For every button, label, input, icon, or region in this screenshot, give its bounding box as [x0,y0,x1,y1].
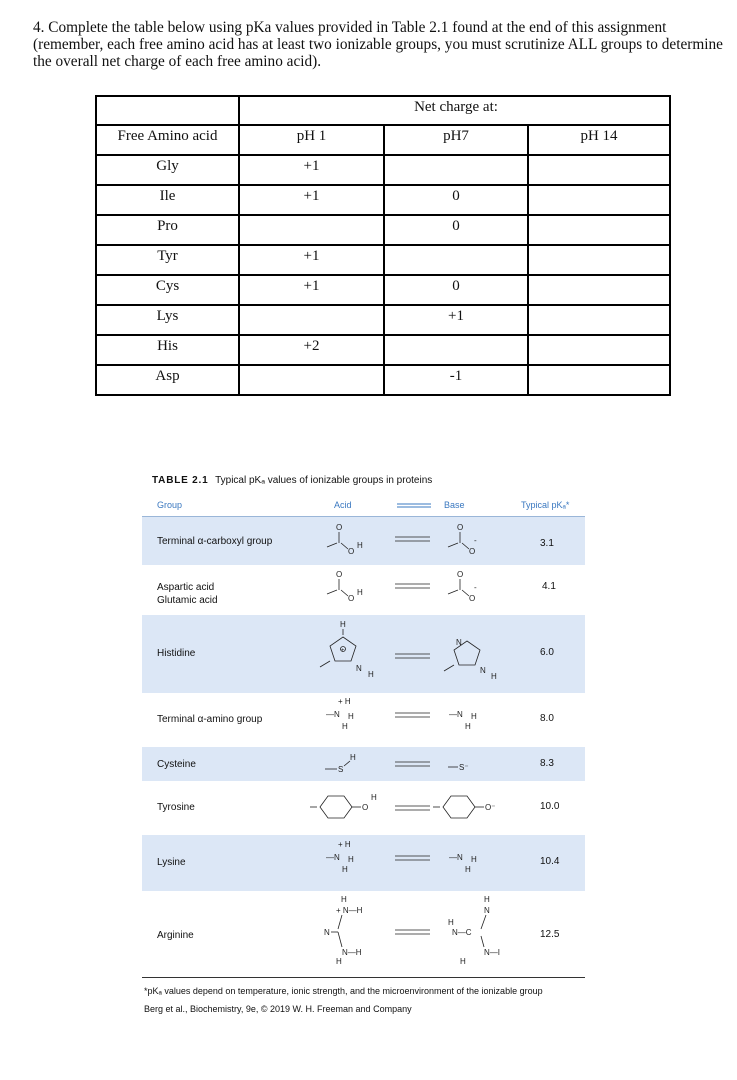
svg-text:H: H [350,753,356,762]
svg-text:O⁻: O⁻ [485,803,496,812]
amino-acid-cell: Lys [96,305,239,335]
pka-value: 6.0 [540,647,554,658]
group-name: Histidine [157,648,196,659]
side-chain-carboxyl-icon [142,565,585,615]
reference-row [142,747,585,781]
svg-text:-: - [474,583,477,592]
svg-text:+: + [341,648,345,654]
pka-value: 8.0 [540,713,554,724]
phenol-structure-icon [142,781,585,835]
reference-row [142,693,585,747]
svg-text:—N: —N [326,853,340,862]
table-row [96,275,670,305]
equilibrium-arrow-icon [395,501,433,511]
svg-text:N: N [324,928,330,937]
svg-text:H: H [465,722,471,731]
charge-cell-ph7[interactable]: 0 [384,185,528,215]
svg-text:+ H: + H [338,697,351,706]
amino-group-icon [142,693,585,747]
svg-text:N—H: N—H [342,948,362,957]
svg-text:H: H [336,957,342,966]
svg-text:O: O [469,547,476,556]
svg-text:O: O [336,523,343,532]
table-row [96,185,670,215]
charge-cell-ph14[interactable] [528,365,670,395]
svg-text:S⁻: S⁻ [459,763,469,772]
svg-text:N—I: N—I [484,948,500,957]
charge-cell-ph7[interactable]: +1 [384,305,528,335]
charge-cell-ph1[interactable]: +1 [239,155,384,185]
reference-row [142,565,585,615]
svg-text:N: N [484,906,490,915]
charge-cell-ph7[interactable]: 0 [384,275,528,305]
divider [142,977,585,978]
svg-text:H: H [471,855,477,864]
carboxyl-structure-icon [142,517,585,565]
group-name: Tyrosine [157,802,195,813]
svg-text:-: - [474,536,477,545]
svg-text:H: H [342,722,348,731]
charge-cell-ph14[interactable] [528,215,670,245]
svg-text:—N: —N [326,710,340,719]
thiol-structure-icon [142,747,585,781]
table-title [142,468,585,494]
amino-acid-cell: Gly [96,155,239,185]
question-text: 4. Complete the table below using pKa values provided in Table 2.1 found at the end of this assignment (remember, each free amino acid has at least two ionizable groups, you must scrutinize ALL groups to determine the overall net charge of each free amino acid). [33,19,723,70]
group-name-line2: Glutamic acid [157,595,218,606]
charge-cell-ph14[interactable] [528,305,670,335]
table-row [96,335,670,365]
svg-text:H: H [348,855,354,864]
svg-text:N: N [480,666,486,675]
charge-cell-ph7[interactable]: 0 [384,215,528,245]
table-row [96,365,670,395]
svg-text:H: H [471,712,477,721]
pka-value: 12.5 [540,929,560,940]
charge-cell-ph1[interactable]: +1 [239,185,384,215]
group-name-line1: Aspartic acid [157,582,215,593]
guanidinium-structure-icon [142,891,585,977]
charge-cell-ph7[interactable]: -1 [384,365,528,395]
svg-text:H: H [465,865,471,874]
amino-acid-cell: Ile [96,185,239,215]
svg-text:N—C: N—C [452,928,472,937]
pka-value: 8.3 [540,758,554,769]
amino-acid-cell: Cys [96,275,239,305]
imidazole-structure-icon [142,615,585,693]
net-charge-header: Net charge at: [384,96,528,125]
charge-cell-ph14[interactable] [528,335,670,365]
charge-cell-ph1[interactable]: +1 [239,275,384,305]
charge-cell-ph1[interactable] [239,365,384,395]
group-name: Terminal α-amino group [157,714,263,725]
pka-value: 10.0 [540,801,560,812]
svg-text:H: H [340,620,346,629]
col-acid: Acid [334,500,352,510]
svg-text:O: O [348,594,355,603]
svg-text:—N: —N [449,853,463,862]
charge-cell-ph1[interactable] [239,215,384,245]
amino-acid-cell: Tyr [96,245,239,275]
amino-acid-cell: Pro [96,215,239,245]
group-name: Arginine [157,930,194,941]
lysine-amino-icon [142,835,585,891]
empty-header-cell [528,96,670,125]
pka-value: 10.4 [540,856,560,867]
table-label: TABLE 2.1 [152,475,209,486]
group-name: Lysine [157,857,186,868]
svg-text:H: H [460,957,466,966]
amino-acid-cell: Asp [96,365,239,395]
source-credit: Berg et al., Biochemistry, 9e, © 2019 W. H. Freeman and Company [144,1004,412,1014]
svg-text:H: H [448,918,454,927]
charge-cell-ph14[interactable] [528,185,670,215]
svg-text:H: H [342,865,348,874]
table-row [96,155,670,185]
svg-text:+ N—H: + N—H [336,906,363,915]
svg-text:H: H [357,588,363,597]
svg-text:+ H: + H [338,840,351,849]
reference-row [142,781,585,835]
svg-text:H: H [357,541,363,550]
svg-text:O: O [469,594,476,603]
col-header: Free Amino acid [96,125,239,155]
column-header-row [96,125,670,155]
net-charge-table [95,95,671,396]
footnote: *pKₐ values depend on temperature, ionic strength, and the microenvironment of the ionizable group [144,986,543,996]
col-header: pH 1 [239,125,384,155]
col-group: Group [157,500,183,510]
svg-text:H: H [484,895,490,904]
reference-row [142,517,585,565]
svg-text:—N: —N [449,710,463,719]
svg-text:S: S [338,765,344,774]
table-caption: Typical pKₐ values of ionizable groups in proteins [215,475,433,486]
col-pka: Typical pKₐ* [521,500,570,510]
table-row [96,215,670,245]
svg-text:O: O [457,523,464,532]
col-header: pH7 [384,125,528,155]
charge-cell-ph1[interactable]: +1 [239,245,384,275]
charge-cell-ph1[interactable] [239,305,384,335]
charge-cell-ph7[interactable] [384,155,528,185]
svg-text:N: N [456,638,462,647]
svg-text:H: H [348,712,354,721]
svg-text:O: O [362,803,369,812]
charge-cell-ph14[interactable] [528,275,670,305]
pka-value: 3.1 [540,538,554,549]
col-base: Base [444,500,465,510]
reference-row [142,835,585,891]
svg-text:O: O [457,570,464,579]
empty-header-cell [239,96,384,125]
group-name: Terminal α-carboxyl group [157,536,273,547]
charge-cell-ph14[interactable] [528,245,670,275]
reference-row [142,615,585,693]
svg-text:H: H [341,895,347,904]
svg-text:O: O [348,547,355,556]
table-header-row [96,96,670,125]
pka-reference-table [142,468,585,1014]
pka-value: 4.1 [542,581,556,592]
charge-cell-ph7[interactable] [384,335,528,365]
reference-row [142,891,585,977]
charge-cell-ph14[interactable] [528,155,670,185]
amino-acid-cell: His [96,335,239,365]
col-header: pH 14 [528,125,670,155]
table-row [96,245,670,275]
svg-text:H: H [491,672,497,681]
empty-header-cell [96,96,239,125]
svg-text:H: H [368,670,374,679]
charge-cell-ph7[interactable] [384,245,528,275]
group-name: Cysteine [157,759,196,770]
reference-header-row [142,494,585,517]
svg-text:H: H [371,793,377,802]
charge-cell-ph1[interactable]: +2 [239,335,384,365]
table-row [96,305,670,335]
svg-text:N: N [356,664,362,673]
svg-text:O: O [336,570,343,579]
